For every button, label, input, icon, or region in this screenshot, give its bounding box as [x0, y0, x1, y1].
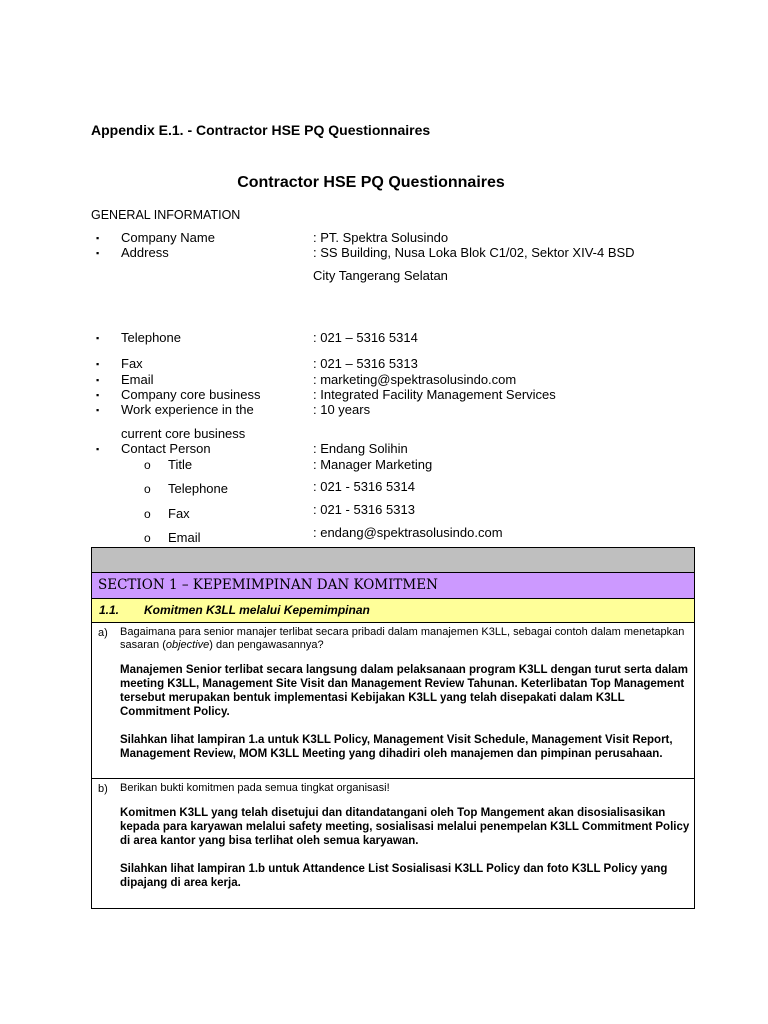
- company-name-label: Company Name: [121, 230, 215, 245]
- contact-telephone-value: : 021 - 5316 5314: [313, 479, 415, 494]
- telephone-label: Telephone: [121, 330, 181, 345]
- document-title: Contractor HSE PQ Questionnaires: [237, 174, 505, 191]
- contact-telephone-label: Telephone: [168, 481, 228, 496]
- address-value: : SS Building, Nusa Loka Blok C1/02, Sektor XIV-4 BSD: [313, 245, 635, 260]
- telephone-value: : 021 – 5316 5314: [313, 330, 418, 345]
- appendix-heading: Appendix E.1. - Contractor HSE PQ Questionnaires: [91, 122, 431, 138]
- bullet-icon: ▪: [96, 248, 100, 258]
- answer-paragraph: Komitmen K3LL yang telah disetujui dan ditandatangani oleh Top Mangement akan disosialisasikan kepada para karyawan melalui safety meeting, sosialisasi melalui penempelan K3LL Commitment Policy di area kantor yang bisa terlihat oleh semua karyawan.: [120, 807, 690, 847]
- email-row: [0, 372, 768, 388]
- contact-email-row: [0, 525, 768, 546]
- contact-person-row: [0, 441, 768, 457]
- bullet-icon: ▪: [96, 233, 100, 243]
- question-b-cell: [92, 779, 694, 908]
- sub-bullet-icon: o: [144, 531, 151, 545]
- subsection-row: [92, 599, 694, 623]
- bullet-icon: ▪: [96, 405, 100, 415]
- experience-label-line2: current core business: [121, 426, 246, 441]
- company-name-value: : PT. Spektra Solusindo: [313, 230, 449, 245]
- bullet-icon: ▪: [96, 359, 100, 369]
- sub-bullet-icon: o: [144, 507, 151, 521]
- address-label: Address: [121, 245, 169, 260]
- contact-title-value: : Manager Marketing: [313, 457, 433, 472]
- question-text: Berikan bukti komitmen pada semua tingkat organisasi!: [120, 782, 390, 794]
- address-value-line2: City Tangerang Selatan: [313, 268, 448, 283]
- contact-fax-row: [0, 502, 768, 522]
- company-name-row: [0, 230, 768, 246]
- experience-row: [0, 402, 768, 418]
- questionnaire-table: [91, 547, 695, 909]
- bullet-icon: ▪: [96, 444, 100, 454]
- core-business-label: Company core business: [121, 387, 261, 402]
- experience-label: Work experience in the: [121, 402, 254, 417]
- contact-email-label: Email: [168, 530, 201, 545]
- experience-value: : 10 years: [313, 402, 371, 417]
- core-business-row: [0, 387, 768, 403]
- question-body: [120, 626, 690, 775]
- general-information-label: GENERAL INFORMATION: [91, 208, 241, 222]
- question-letter: b): [98, 783, 108, 795]
- bullet-icon: ▪: [96, 375, 100, 385]
- address-row: [0, 245, 768, 261]
- email-label: Email: [121, 372, 154, 387]
- sub-bullet-icon: o: [144, 482, 151, 496]
- fax-value: : 021 – 5316 5313: [313, 356, 418, 371]
- subsection-number: 1.1.: [99, 603, 120, 617]
- question-italic-term: objective: [165, 639, 210, 651]
- contact-telephone-row: [0, 481, 768, 497]
- subsection-title: Komitmen K3LL melalui Kepemimpinan: [144, 603, 370, 617]
- answer-paragraph: Manajemen Senior terlibat secara langsung dalam pelaksanaan program K3LL dengan turut serta dalam meeting K3LL, Management Site Visit dan Management Review Tahunan. Keterlibatan Top Management tersebut merupakan bentuk implementasi Kebijakan K3LL yang telah disepakati dalam K3LL Commitment Policy.: [120, 664, 688, 718]
- answer-paragraph: Silahkan lihat lampiran 1.a untuk K3LL Policy, Management Visit Schedule, Management Visit Report, Management Review, MOM K3LL Meeting yang dihadiri oleh manajemen dan pimpinan perusahaan.: [120, 734, 673, 760]
- contact-email-value: : endang@spektrasolusindo.com: [313, 525, 503, 540]
- contact-person-label: Contact Person: [121, 441, 211, 456]
- contact-fax-value: : 021 - 5316 5313: [313, 502, 415, 517]
- contact-fax-label: Fax: [168, 506, 190, 521]
- bullet-icon: ▪: [96, 333, 100, 343]
- question-body: [120, 782, 690, 904]
- bullet-icon: ▪: [96, 390, 100, 400]
- email-value: : marketing@spektrasolusindo.com: [313, 372, 517, 387]
- contact-title-label: Title: [168, 457, 193, 472]
- contact-title-row: [0, 457, 768, 473]
- fax-label: Fax: [121, 356, 143, 371]
- question-letter: a): [98, 627, 108, 639]
- contact-person-value: : Endang Solihin: [313, 441, 408, 456]
- question-text-part: ) dan pengawasannya?: [209, 639, 324, 651]
- table-header-gray-row: [92, 548, 694, 573]
- section-title: SECTION 1 – KEPEMIMPINAN DAN KOMITMEN: [92, 573, 694, 599]
- question-text: [120, 626, 690, 652]
- sub-bullet-icon: o: [144, 458, 151, 472]
- question-text-part: Bagaimana para senior manajer terlibat secara pribadi dalam manajemen K3LL, sebagai contoh dalam menetapkan sasaran (: [120, 626, 685, 651]
- core-business-value: : Integrated Facility Management Services: [313, 387, 556, 402]
- fax-row: [0, 356, 768, 372]
- question-a-cell: [92, 623, 694, 779]
- telephone-row: [0, 330, 768, 346]
- answer-paragraph: Silahkan lihat lampiran 1.b untuk Attandence List Sosialisasi K3LL Policy dan foto K3LL Policy yang dipajang di area kerja.: [120, 863, 668, 889]
